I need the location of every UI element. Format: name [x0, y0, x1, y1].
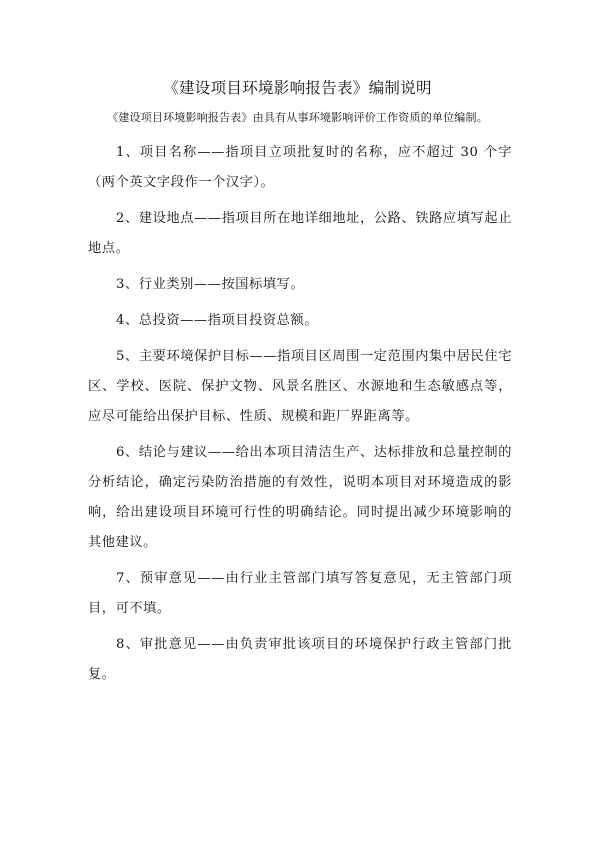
instruction-item-3: 3、行业类别——按国标填写。 [116, 277, 305, 292]
instruction-list [88, 138, 512, 696]
instruction-item-2: 2、建设地点——指项目所在地详细地址，公路、铁路应填写起止地点。 [88, 211, 512, 256]
instruction-item-4: 4、总投资——指项目投资总额。 [116, 313, 319, 328]
instruction-item-8: 8、审批意见——由负责审批该项目的环境保护行政主管部门批复。 [88, 637, 512, 682]
instruction-item-7: 7、预审意见——由行业主管部门填写答复意见，无主管部门项目，可不填。 [88, 571, 512, 616]
instruction-item-1: 1、项目名称——指项目立项批复时的名称，应不超过 30 个字（两个英文字段作一个汉字）。 [88, 145, 512, 190]
instruction-item-5: 5、主要环境保护目标——指项目区周围一定范围内集中居民住宅区、学校、医院、保护文物、风景名胜区、水源地和生态敏感点等，应尽可能给出保护目标、性质、规模和距厂界距离等。 [88, 349, 512, 424]
instruction-item-6: 6、结论与建议——给出本项目清洁生产、达标排放和总量控制的分析结论，确定污染防治措施的有效性，说明本项目对环境造成的影响，给出建设项目环境可行性的明确结论。同时提出减少环境影响的其他建议。 [88, 445, 512, 550]
intro-text: 《建设项目环境影响报告表》由具有从事环境影响评价工作资质的单位编制。 [107, 111, 488, 124]
document-title: 《建设项目环境影响报告表》编制说明 [163, 79, 432, 97]
